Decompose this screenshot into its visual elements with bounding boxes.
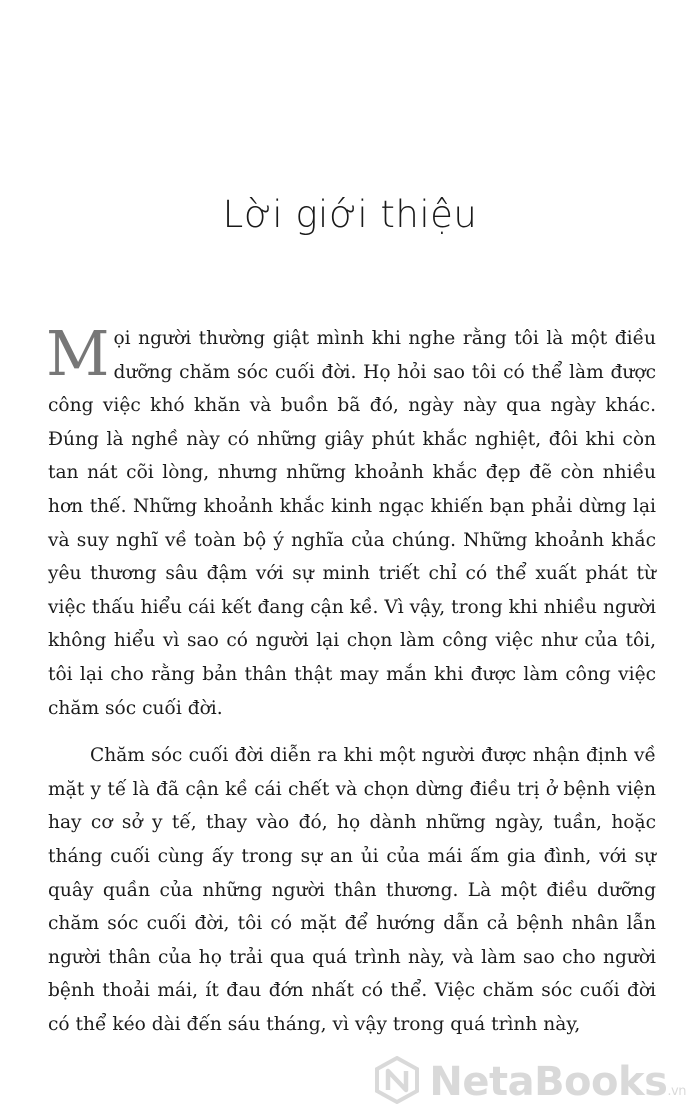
paragraph-2-text: Chăm sóc cuối đời diễn ra khi một người được nhận định về mặt y tế là đã cận kề cái chết và chọn dừng điều trị ở bệnh viện hay cơ sở y tế, thay vào đó, họ dành những ngày, tuần, hoặc tháng cuối cùng ấy trong sự an ủi của mái ấm gia đình, với sự quây quần của những người thân thương. Là một điều dưỡng chăm sóc cuối đời, tôi có mặt để hướng dẫn cả bệnh nhân lẫn người thân của họ trải qua quá trình này, và làm sao cho người bệnh thoải mái, ít đau đớn nhất có thể. Việc chăm sóc cuối đời có thể kéo dài đến sáu tháng, vì vậy trong quá trình này, (48, 745, 656, 1035)
paragraph-1-text: ọi người thường giật mình khi nghe rằng tôi là một điều dưỡng chăm sóc cuối đời. Họ hỏi sao tôi có thể làm được công việc khó khăn và buồn bã đó, ngày này qua ngày khác. Đúng là nghề này có những giây phút khắc nghiệt, đôi khi còn tan nát cõi lòng, nhưng những khoảnh khắc đẹp đẽ còn nhiều hơn thế. Những khoảnh khắc kinh ngạc khiến bạn phải dừng lại và suy nghĩ về toàn bộ ý nghĩa của chúng. Những khoảnh khắc yêu thương sâu đậm với sự minh triết chỉ có thể xuất phát từ việc thấu hiểu cái kết đang cận kề. Vì vậy, trong khi nhiều người không hiểu vì sao có người lại chọn làm công việc như của tôi, tôi lại cho rằng bản thân thật may mắn khi được làm công việc chăm sóc cuối đời. (48, 328, 656, 719)
paragraph-2 (48, 739, 656, 1041)
watermark-brand: NetaBooks.vn (429, 1059, 686, 1105)
paragraph-1 (46, 317, 656, 725)
netabooks-logo-icon (373, 1056, 421, 1108)
watermark (373, 1056, 686, 1108)
page-title: Lời giới thiệu (222, 192, 478, 236)
drop-cap: M (46, 317, 110, 390)
watermark-suffix: .vn (667, 1084, 686, 1099)
body-text (46, 317, 656, 1041)
